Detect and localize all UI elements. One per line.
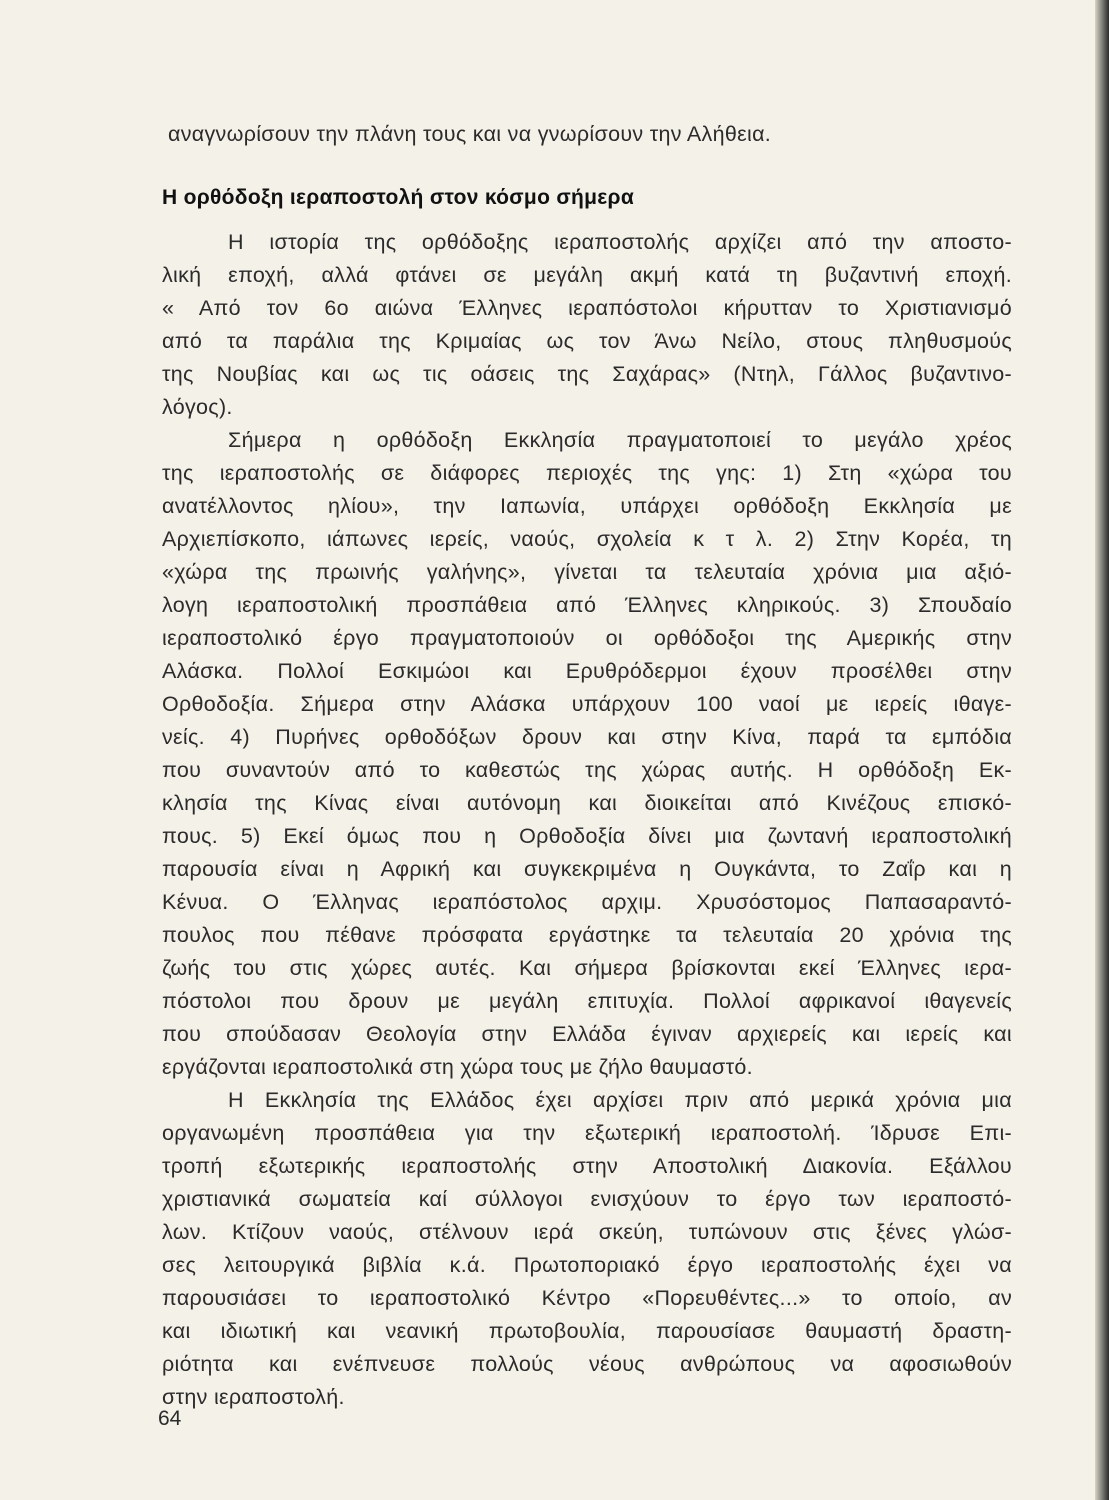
page-edge-shadow xyxy=(1095,0,1109,1500)
text-line: Ορθοδοξία. Σήμερα στην Αλάσκα υπάρχουν 100 ναοί με ιερείς ιθαγε- xyxy=(162,692,1012,716)
page-number: 64 xyxy=(158,1407,182,1430)
text-line: Η ιστορία της ορθόδοξης ιεραποστολής αρχίζει από την αποστο- xyxy=(228,230,1012,254)
page-content xyxy=(162,118,1012,1414)
text-line: πους. 5) Εκεί όμως που η Ορθοδοξία δίνει μια ζωντανή ιεραποστολική xyxy=(162,824,1012,848)
text-line: Κένυα. Ο Έλληνας ιεραπόστολος αρχιμ. Χρυσόστομος Παπασαραντό- xyxy=(162,890,1012,914)
text-line: λική εποχή, αλλά φτάνει σε μεγάλη ακμή κατά τη βυζαντινή εποχή. xyxy=(162,263,1012,287)
text-line: ριότητα και ενέπνευσε πολλούς νέους ανθρώπους να αφοσιωθούν xyxy=(162,1352,1012,1376)
first-line: αναγνωρίσουν την πλάνη τους και να γνωρίσουν την Αλήθεια. xyxy=(168,122,772,146)
text-line: και ιδιωτική και νεανική πρωτοβουλία, παρουσίασε θαυμαστή δραστη- xyxy=(162,1319,1012,1343)
text-line: χριστιανικά σωματεία καί σύλλογοι ενισχύουν το έργο των ιεραποστό- xyxy=(162,1187,1012,1211)
text-line: ζωής του στις χώρες αυτές. Και σήμερα βρίσκονται εκεί Έλληνες ιερα- xyxy=(162,956,1012,980)
text-line: νείς. 4) Πυρήνες ορθοδόξων δρουν και στην Κίνα, παρά τα εμπόδια xyxy=(162,725,1012,749)
text-line: Σήμερα η ορθόδοξη Εκκλησία πραγματοποιεί το μεγάλο χρέος xyxy=(228,428,1012,452)
text-line: τροπή εξωτερικής ιεραποστολής στην Αποστολική Διακονία. Εξάλλου xyxy=(162,1154,1012,1178)
text-line: πουλος που πέθανε πρόσφατα εργάστηκε τα τελευταία 20 χρόνια της xyxy=(162,923,1012,947)
text-line: οργανωμένη προσπάθεια για την εξωτερική ιεραποστολή. Ίδρυσε Επι- xyxy=(162,1121,1012,1145)
text-line: Η Εκκλησία της Ελλάδος έχει αρχίσει πριν από μερικά χρόνια μια xyxy=(228,1088,1012,1112)
text-line: κλησία της Κίνας είναι αυτόνομη και διοικείται από Κινέζους επισκό- xyxy=(162,791,1012,815)
text-line: ιεραποστολικό έργο πραγματοποιούν οι ορθόδοξοι της Αμερικής στην xyxy=(162,626,1012,650)
paragraph-3 xyxy=(162,1084,1012,1414)
text-line: στην ιεραποστολή. xyxy=(162,1385,345,1409)
text-line: Αλάσκα. Πολλοί Εσκιμώοι και Ερυθρόδερμοι έχουν προσέλθει στην xyxy=(162,659,1012,683)
text-line: λόγος). xyxy=(162,395,233,419)
text-line: «χώρα της πρωινής γαλήνης», γίνεται τα τελευταία χρόνια μια αξιό- xyxy=(162,560,1012,584)
text-line: που σπούδασαν Θεολογία στην Ελλάδα έγιναν αρχιερείς και ιερείς και xyxy=(162,1022,1012,1046)
text-line: από τα παράλια της Κριμαίας ως τον Άνω Νείλο, στους πληθυσμούς xyxy=(162,329,1012,353)
text-line: της Νουβίας και ως τις οάσεις της Σαχάρας» (Ντηλ, Γάλλος βυζαντινο- xyxy=(162,362,1012,386)
paragraph-2 xyxy=(162,424,1012,1084)
text-line: « Από τον 6ο αιώνα Έλληνες ιεραπόστολοι κήρυτταν το Χριστιανισμό xyxy=(162,296,1012,320)
text-line: σες λειτουργικά βιβλία κ.ά. Πρωτοποριακό έργο ιεραποστολής έχει να xyxy=(162,1253,1012,1277)
text-line: Αρχιεπίσκοπο, ιάπωνες ιερείς, ναούς, σχολεία κ τ λ. 2) Στην Κορέα, τη xyxy=(162,527,1012,551)
text-line: λων. Κτίζουν ναούς, στέλνουν ιερά σκεύη, τυπώνουν στις ξένες γλώσ- xyxy=(162,1220,1012,1244)
paragraph-1 xyxy=(162,226,1012,424)
text-line: εργάζονται ιεραποστολικά στη χώρα τους με ζήλο θαυμαστό. xyxy=(162,1055,753,1079)
text-line: παρουσιάσει το ιεραποστολικό Κέντρο «Πορευθέντες...» το οποίο, αν xyxy=(162,1286,1012,1310)
section-heading: Η ορθόδοξη ιεραποστολή στον κόσμο σήμερα xyxy=(162,186,635,209)
text-line: λογη ιεραποστολική προσπάθεια από Έλληνες κληρικούς. 3) Σπουδαίο xyxy=(162,593,1012,617)
text-line: ανατέλλοντος ηλίου», την Ιαπωνία, υπάρχει ορθόδοξη Εκκλησία με xyxy=(162,494,1012,518)
text-line: που συναντούν από το καθεστώς της χώρας αυτής. Η ορθόδοξη Εκ- xyxy=(162,758,1012,782)
text-line: της ιεραποστολής σε διάφορες περιοχές της γης: 1) Στη «χώρα του xyxy=(162,461,1012,485)
text-line: παρουσία είναι η Αφρική και συγκεκριμένα η Ουγκάντα, το Ζαΐρ και η xyxy=(162,857,1012,881)
text-line: πόστολοι που δρουν με μεγάλη επιτυχία. Πολλοί αφρικανοί ιθαγενείς xyxy=(162,989,1012,1013)
